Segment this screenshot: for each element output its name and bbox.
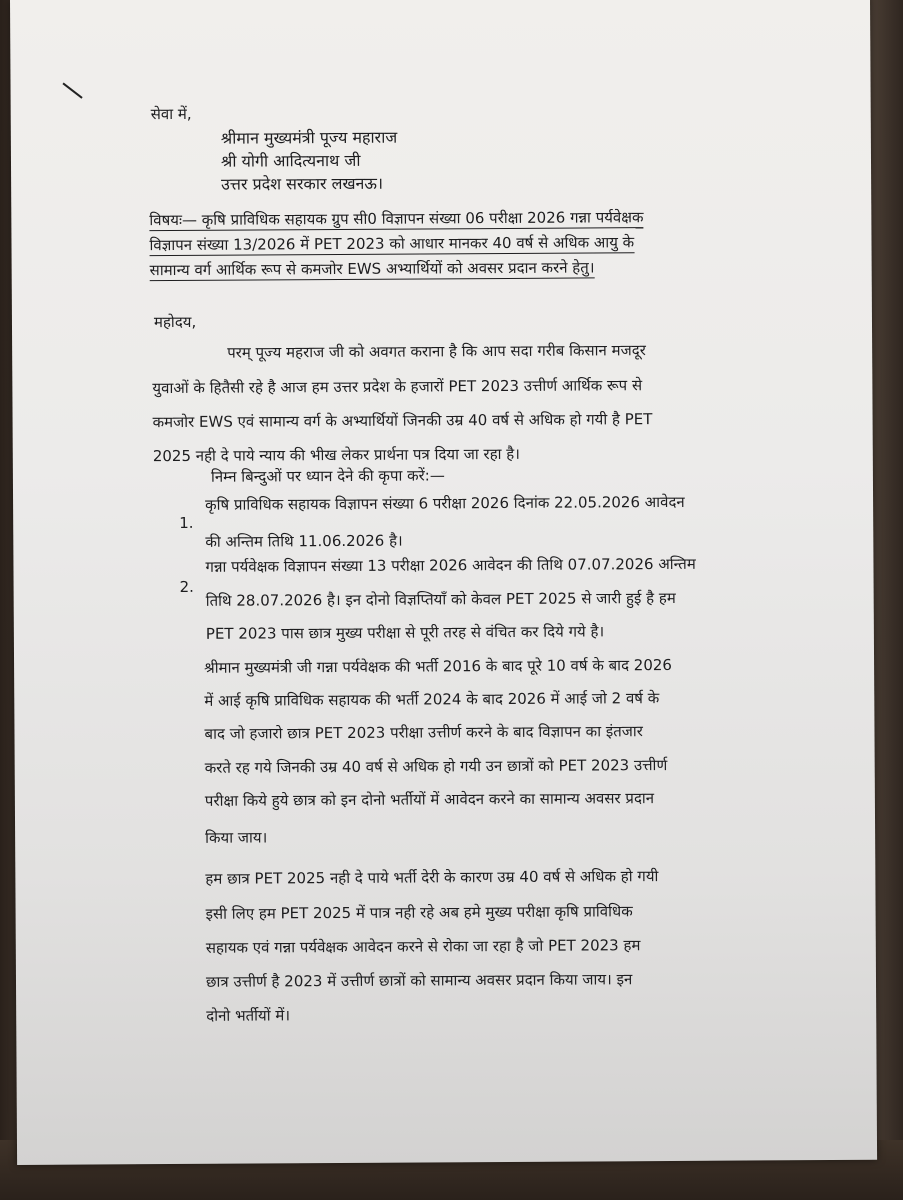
point-2-line-2: तिथि 28.07.2026 है। इन दोनो विज्ञप्तियाँ को केवल PET 2025 से जारी हुई है हम <box>205 588 676 610</box>
body-line-5: परीक्षा किये हुये छात्र को इन दोनो भर्तीयों में आवेदन करने का सामान्य अवसर प्रदान <box>204 789 655 810</box>
body-line-6: किया जाय। <box>205 828 268 847</box>
paragraph-line-2: युवाओं के हितैसी रहे है आज हम उत्तर प्रदेश के हजारों PET 2023 उत्तीर्ण आर्थिक रूप से <box>152 376 643 398</box>
closing-line-1: हम छात्र PET 2025 नही दे पाये भर्ती देरी के कारण उम्र 40 वर्ष से अधिक हो गयी <box>205 867 659 888</box>
body-line-2: में आई कृषि प्राविधिक सहायक की भर्ती 2024 के बाद 2026 में आई जो 2 वर्ष के <box>204 689 660 710</box>
subject-line-3-text: सामान्य वर्ग आर्थिक रूप से कमजोर EWS अभ्यार्थियों को अवसर प्रदान करने हेतु। <box>149 258 595 280</box>
closing-line-5: दोनो भर्तीयों में। <box>206 1006 291 1025</box>
closing-line-3: सहायक एवं गन्ना पर्यवेक्षक आवेदन करने से रोका जा रहा है जो PET 2023 हम <box>205 936 641 957</box>
address-line-2: श्री योगी आदित्यनाथ जी <box>220 150 361 171</box>
subject-line-2-text: विज्ञापन संख्या 13/2026 में PET 2023 को आधार मानकर 40 वर्ष से अधिक आयु के <box>149 233 635 255</box>
body-line-3: बाद जो हजारो छात्र PET 2023 परीक्षा उत्तीर्ण करने के बाद विज्ञापन का इंतजार <box>204 722 643 743</box>
paragraph-line-4: 2025 नही दे पाये न्याय की भीख लेकर प्रार्थना पत्र दिया जा रहा है। <box>152 444 520 466</box>
paragraph-line-1: परम् पूज्य महराज जी को अवगत कराना है कि आप सदा गरीब किसान मजदूर <box>227 341 646 362</box>
subject-line-1-text: विषयः— कृषि प्राविधिक सहायक ग्रुप सी0 विज्ञापन संख्या 06 परीक्षा 2026 गन्ना पर्यवेक्षक <box>149 208 644 230</box>
point-2-line-3: PET 2023 पास छात्र मुख्य परीक्षा से पूरी तरह से वंचित कर दिये गये है। <box>205 622 605 643</box>
address-line-3: उत्तर प्रदेश सरकार लखनऊ। <box>221 173 384 194</box>
salutation: महोदय, <box>153 312 197 332</box>
body-line-1: श्रीमान मुख्यमंत्री जी गन्ना पर्यवेक्षक की भर्ती 2016 के बाद पूरे 10 वर्ष के बाद 2026 <box>204 655 673 677</box>
letter-page <box>10 0 877 1165</box>
recipient-greeting: सेवा में, <box>150 104 192 124</box>
closing-line-2: इसी लिए हम PET 2025 में पात्र नही रहे अब हमे मुख्य परीक्षा कृषि प्राविधिक <box>205 902 633 923</box>
subject-line-1 <box>149 208 643 229</box>
body-line-4: करते रह गये जिनकी उम्र 40 वर्ष से अधिक हो गयी उन छात्रों को PET 2023 उत्तीर्ण <box>204 755 668 777</box>
address-line-1: श्रीमान मुख्यमंत्री पूज्य महाराज <box>220 127 398 148</box>
subject-line-2 <box>149 233 634 254</box>
point-2-line-1: गन्ना पर्यवेक्षक विज्ञापन संख्या 13 परीक्षा 2026 आवेदन की तिथि 07.07.2026 अन्तिम <box>205 554 696 576</box>
paragraph-line-3: कमजोर EWS एवं सामान्य वर्ग के अभ्यार्थियों जिनकी उम्र 40 वर्ष से अधिक हो गयी है PET <box>152 410 653 432</box>
points-heading: निम्न बिन्दुओं पर ध्यान देने की कृपा करें:— <box>210 466 445 486</box>
point-1-number: 1. <box>179 513 194 532</box>
pen-mark <box>62 82 82 98</box>
point-1-line-2: की अन्तिम तिथि 11.06.2026 है। <box>205 531 403 551</box>
point-2-number: 2. <box>179 577 194 596</box>
point-1-line-1: कृषि प्राविधिक सहायक विज्ञापन संख्या 6 परीक्षा 2026 दिनांक 22.05.2026 आवेदन <box>205 492 685 514</box>
closing-line-4: छात्र उत्तीर्ण है 2023 में उत्तीर्ण छात्रों को सामान्य अवसर प्रदान किया जाय। इन <box>205 970 633 991</box>
subject-line-3 <box>150 258 595 279</box>
